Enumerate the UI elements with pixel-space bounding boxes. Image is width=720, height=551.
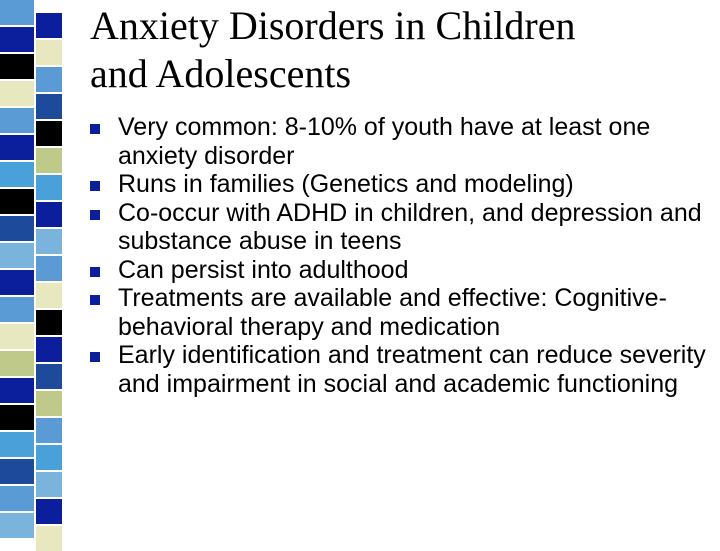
stripe-block [0, 108, 34, 133]
stripe-block [36, 310, 62, 335]
stripe-block [36, 364, 62, 389]
square-bullet-icon [90, 181, 100, 191]
bullet-text: Treatments are available and effective: Cognitive-behavioral therapy and medication [118, 284, 667, 341]
bullet-text: Co-occur with ADHD in children, and depression and substance abuse in teens [118, 198, 702, 255]
title-line-2: and Adolescents [90, 51, 352, 96]
bullet-item [90, 284, 710, 341]
stripe-block [0, 432, 34, 457]
stripe-block [36, 121, 62, 146]
stripe-block [0, 513, 34, 538]
stripe-block [36, 175, 62, 200]
title-line-1: Anxiety Disorders in Children [90, 3, 576, 48]
stripe-block [36, 94, 62, 119]
stripe-block [36, 499, 62, 524]
square-bullet-icon [90, 352, 100, 362]
stripe-block [36, 229, 62, 254]
stripe-block [0, 0, 34, 25]
stripe-block [36, 148, 62, 173]
stripe-divider [62, 0, 76, 540]
stripe-block [36, 337, 62, 362]
bullet-item [90, 199, 710, 256]
stripe-block [0, 378, 34, 403]
square-bullet-icon [90, 295, 100, 305]
decorative-stripe [0, 0, 76, 540]
stripe-block [0, 189, 34, 214]
bullet-item [90, 256, 710, 285]
bullet-text: Runs in families (Genetics and modeling) [118, 170, 574, 198]
stripe-block [36, 67, 62, 92]
stripe-block [36, 40, 62, 65]
bullet-text: Very common: 8-10% of youth have at least one anxiety disorder [118, 113, 651, 170]
bullet-item [90, 113, 710, 170]
stripe-block [36, 472, 62, 497]
stripe-block [0, 54, 34, 79]
bullet-text: Early identification and treatment can reduce severity and impairment in social and academic functioning [118, 341, 706, 398]
stripe-block [36, 418, 62, 443]
stripe-block [0, 81, 34, 106]
square-bullet-icon [90, 124, 100, 134]
bullet-text: Can persist into adulthood [118, 255, 409, 284]
stripe-block [36, 202, 62, 227]
slide-title [90, 2, 710, 98]
square-bullet-icon [90, 267, 100, 277]
stripe-block [0, 135, 34, 160]
stripe-block [36, 391, 62, 416]
stripe-block [0, 243, 34, 268]
stripe-block [0, 162, 34, 187]
stripe-block [36, 13, 62, 38]
bullet-item [90, 341, 710, 398]
stripe-block [0, 270, 34, 295]
bullet-item [90, 170, 710, 199]
stripe-block [0, 351, 34, 376]
stripe-block [0, 405, 34, 430]
stripe-block [36, 445, 62, 470]
stripe-block [36, 256, 62, 281]
stripe-block [0, 216, 34, 241]
stripe-block [0, 297, 34, 322]
stripe-block [0, 324, 34, 349]
stripe-block [0, 486, 34, 511]
stripe-block [0, 459, 34, 484]
stripe-block [0, 27, 34, 52]
bullet-list [90, 113, 710, 398]
stripe-block [36, 526, 62, 551]
stripe-block [36, 283, 62, 308]
square-bullet-icon [90, 210, 100, 220]
